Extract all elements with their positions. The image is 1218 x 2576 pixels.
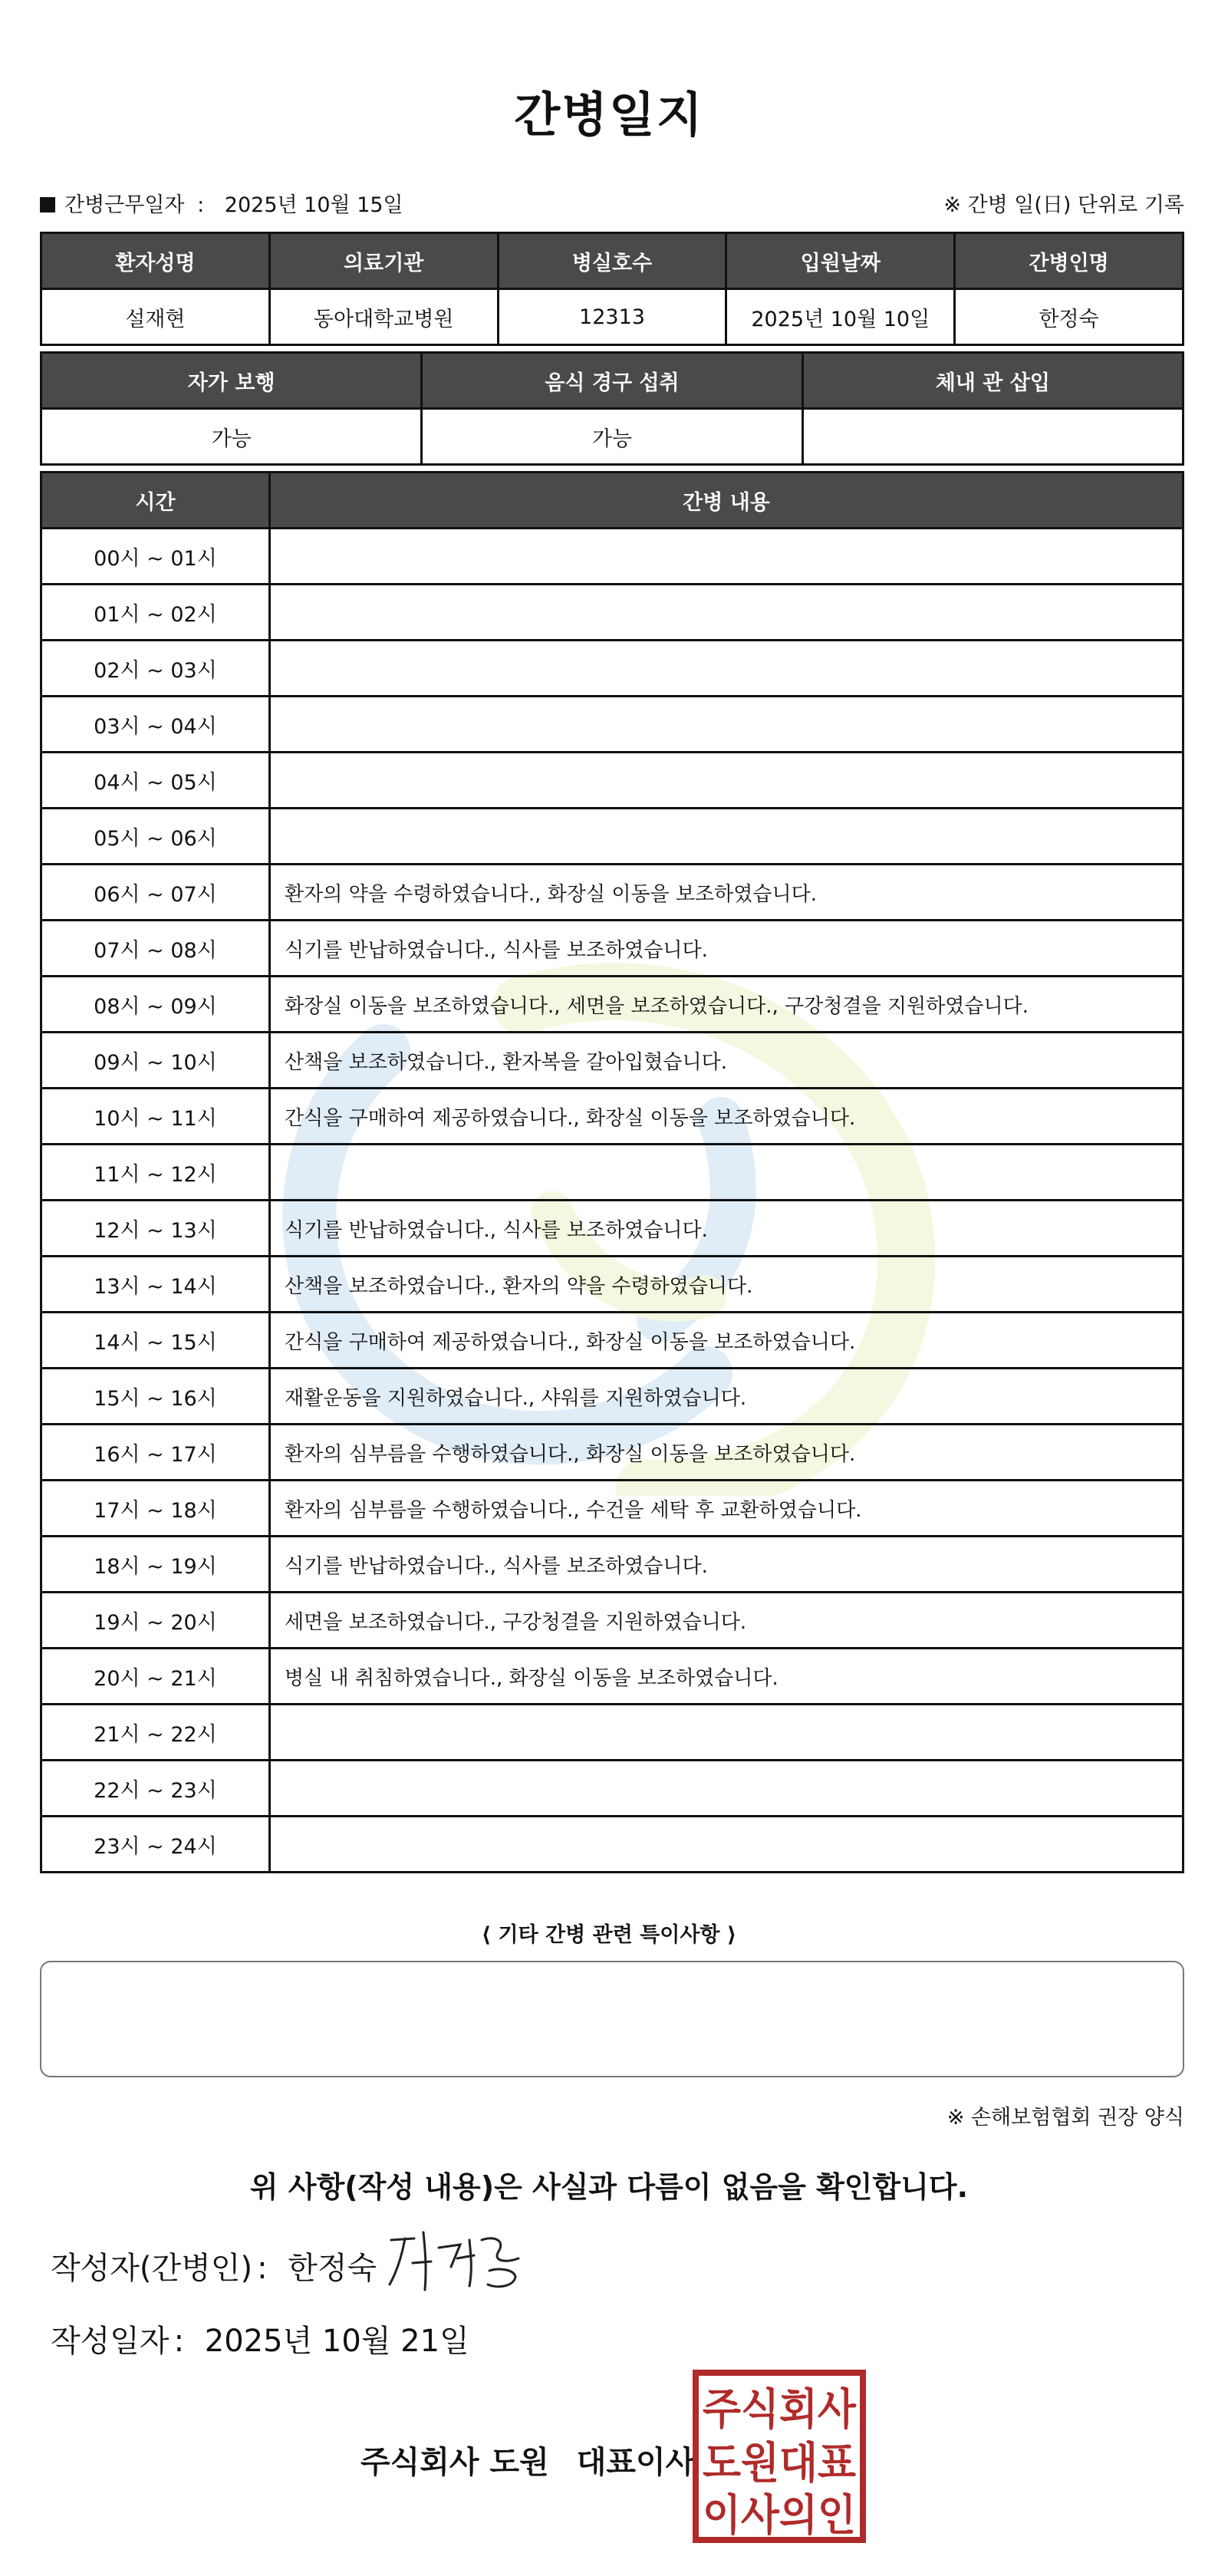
table-row bbox=[41, 809, 1183, 865]
time-slot: 21시 ~ 22시 bbox=[41, 1705, 270, 1761]
care-content bbox=[270, 641, 1183, 697]
patient-status-table bbox=[40, 351, 1184, 466]
company-line bbox=[360, 2438, 695, 2482]
time-slot: 19시 ~ 20시 bbox=[41, 1593, 270, 1649]
header-tube-insertion: 체내 관 삽입 bbox=[802, 353, 1183, 409]
header-walking: 자가 보행 bbox=[41, 353, 422, 409]
care-content: 화장실 이동을 보조하였습니다., 세면을 보조하였습니다., 구강청결을 지원하였습니다. bbox=[270, 977, 1183, 1033]
square-bullet-icon bbox=[40, 197, 55, 212]
time-slot: 08시 ~ 09시 bbox=[41, 977, 270, 1033]
time-slot: 20시 ~ 21시 bbox=[41, 1649, 270, 1705]
table-row bbox=[41, 1369, 1183, 1425]
time-slot: 13시 ~ 14시 bbox=[41, 1257, 270, 1313]
patient-status-header-row bbox=[41, 353, 1183, 409]
table-row bbox=[41, 1033, 1183, 1089]
patient-info-table bbox=[40, 232, 1184, 346]
table-row bbox=[41, 641, 1183, 697]
time-slot: 00시 ~ 01시 bbox=[41, 529, 270, 585]
company-name: 주식회사 도원 bbox=[360, 2445, 549, 2480]
company-seal-stamp bbox=[692, 2369, 867, 2544]
care-content bbox=[270, 753, 1183, 809]
care-content bbox=[270, 809, 1183, 865]
time-slot: 01시 ~ 02시 bbox=[41, 585, 270, 641]
time-slot: 04시 ~ 05시 bbox=[41, 753, 270, 809]
special-notes-title: ⟨ 기타 간병 관련 특이사항 ⟩ bbox=[481, 1923, 737, 1947]
table-row bbox=[41, 1537, 1183, 1593]
care-content: 산책을 보조하였습니다., 환자복을 갈아입혔습니다. bbox=[270, 1033, 1183, 1089]
handwritten-signature bbox=[384, 2225, 529, 2294]
patient-info-value-row bbox=[41, 289, 1183, 345]
oral-intake-value: 가능 bbox=[422, 409, 802, 465]
care-content: 간식을 구매하여 제공하였습니다., 화장실 이동을 보조하였습니다. bbox=[270, 1089, 1183, 1145]
table-row bbox=[41, 1425, 1183, 1481]
table-row bbox=[41, 1313, 1183, 1369]
time-slot: 12시 ~ 13시 bbox=[41, 1201, 270, 1257]
svg-text:도원대표: 도원대표 bbox=[703, 2439, 856, 2489]
hospital-name: 동아대학교병원 bbox=[269, 289, 498, 345]
table-row bbox=[41, 865, 1183, 921]
walking-value: 가능 bbox=[41, 409, 422, 465]
header-patient-name: 환자성명 bbox=[41, 233, 270, 289]
care-content: 식기를 반납하였습니다., 식사를 보조하였습니다. bbox=[270, 921, 1183, 977]
patient-status-value-row bbox=[41, 409, 1183, 465]
work-date-label: 간병근무일자 bbox=[64, 193, 185, 217]
care-content bbox=[270, 1705, 1183, 1761]
care-content: 식기를 반납하였습니다., 식사를 보조하였습니다. bbox=[270, 1537, 1183, 1593]
company-role: 대표이사 bbox=[576, 2445, 696, 2480]
header-admission-date: 입원날짜 bbox=[726, 233, 955, 289]
table-row bbox=[41, 1817, 1183, 1873]
confirmation-statement: 위 사항(작성 내용)은 사실과 다름이 없음을 확인합니다. bbox=[249, 2170, 969, 2204]
time-slot: 16시 ~ 17시 bbox=[41, 1425, 270, 1481]
writer-name: 한정숙 bbox=[288, 2251, 377, 2286]
table-row bbox=[41, 1481, 1183, 1537]
writer-colon: : bbox=[257, 2251, 268, 2286]
time-slot: 07시 ~ 08시 bbox=[41, 921, 270, 977]
patient-name: 설재현 bbox=[41, 289, 270, 345]
time-slot: 11시 ~ 12시 bbox=[41, 1145, 270, 1201]
table-row bbox=[41, 1593, 1183, 1649]
care-content: 병실 내 취침하였습니다., 화장실 이동을 보조하였습니다. bbox=[270, 1649, 1183, 1705]
care-content bbox=[270, 1817, 1183, 1873]
care-content: 환자의 심부름을 수행하였습니다., 수건을 세탁 후 교환하였습니다. bbox=[270, 1481, 1183, 1537]
care-content: 세면을 보조하였습니다., 구강청결을 지원하였습니다. bbox=[270, 1593, 1183, 1649]
header-care-content: 간병 내용 bbox=[270, 473, 1183, 529]
admission-date: 2025년 10월 10일 bbox=[726, 289, 955, 345]
time-slot: 17시 ~ 18시 bbox=[41, 1481, 270, 1537]
table-row bbox=[41, 1257, 1183, 1313]
table-row bbox=[41, 977, 1183, 1033]
care-content: 환자의 심부름을 수행하였습니다., 화장실 이동을 보조하였습니다. bbox=[270, 1425, 1183, 1481]
table-row bbox=[41, 921, 1183, 977]
time-slot: 02시 ~ 03시 bbox=[41, 641, 270, 697]
patient-info-header-row bbox=[41, 233, 1183, 289]
time-slot: 05시 ~ 06시 bbox=[41, 809, 270, 865]
time-slot: 06시 ~ 07시 bbox=[41, 865, 270, 921]
form-source-note: ※ 손해보험협회 권장 양식 bbox=[946, 2106, 1184, 2130]
time-slot: 10시 ~ 11시 bbox=[41, 1089, 270, 1145]
table-row bbox=[41, 1145, 1183, 1201]
time-slot: 09시 ~ 10시 bbox=[41, 1033, 270, 1089]
header-oral-intake: 음식 경구 섭취 bbox=[422, 353, 802, 409]
svg-text:이사의인: 이사의인 bbox=[703, 2491, 856, 2541]
table-row bbox=[41, 1089, 1183, 1145]
svg-text:주식회사: 주식회사 bbox=[703, 2385, 857, 2435]
time-slot: 15시 ~ 16시 bbox=[41, 1369, 270, 1425]
care-content: 산책을 보조하였습니다., 환자의 약을 수령하였습니다. bbox=[270, 1257, 1183, 1313]
table-row bbox=[41, 1705, 1183, 1761]
work-date bbox=[40, 188, 403, 218]
header-hospital: 의료기관 bbox=[269, 233, 498, 289]
table-row bbox=[41, 529, 1183, 585]
time-slot: 14시 ~ 15시 bbox=[41, 1313, 270, 1369]
time-slot: 23시 ~ 24시 bbox=[41, 1817, 270, 1873]
written-date-value: 2025년 10월 21일 bbox=[204, 2324, 469, 2359]
table-row bbox=[41, 1201, 1183, 1257]
tube-insertion-value bbox=[802, 409, 1183, 465]
writer-label: 작성자(간병인) bbox=[51, 2251, 253, 2286]
caregiver-name: 한정숙 bbox=[955, 289, 1183, 345]
header-room-number: 병실호수 bbox=[498, 233, 726, 289]
document-title: 간병일지 bbox=[514, 87, 704, 143]
header-time: 시간 bbox=[41, 473, 270, 529]
table-row bbox=[41, 1649, 1183, 1705]
work-date-value: 2025년 10월 15일 bbox=[224, 193, 403, 217]
care-content: 재활운동을 지원하였습니다., 샤워를 지원하였습니다. bbox=[270, 1369, 1183, 1425]
care-content bbox=[270, 697, 1183, 753]
care-content: 환자의 약을 수령하였습니다., 화장실 이동을 보조하였습니다. bbox=[270, 865, 1183, 921]
care-content bbox=[270, 1761, 1183, 1817]
care-content: 식기를 반납하였습니다., 식사를 보조하였습니다. bbox=[270, 1201, 1183, 1257]
table-row bbox=[41, 753, 1183, 809]
care-log-header-row bbox=[41, 473, 1183, 529]
written-date-colon: : bbox=[173, 2324, 185, 2359]
special-notes-box bbox=[40, 1961, 1184, 2077]
table-row bbox=[41, 1761, 1183, 1817]
written-date-label: 작성일자 bbox=[51, 2324, 170, 2359]
work-date-colon: : bbox=[197, 193, 205, 217]
table-row bbox=[41, 585, 1183, 641]
header-caregiver-name: 간병인명 bbox=[955, 233, 1183, 289]
care-content bbox=[270, 529, 1183, 585]
time-slot: 18시 ~ 19시 bbox=[41, 1537, 270, 1593]
time-slot: 03시 ~ 04시 bbox=[41, 697, 270, 753]
care-content bbox=[270, 585, 1183, 641]
room-number: 12313 bbox=[498, 289, 726, 345]
time-slot: 22시 ~ 23시 bbox=[41, 1761, 270, 1817]
writer-line bbox=[51, 2244, 377, 2288]
written-date-line bbox=[51, 2317, 469, 2360]
table-row bbox=[41, 697, 1183, 753]
care-content: 간식을 구매하여 제공하였습니다., 화장실 이동을 보조하였습니다. bbox=[270, 1313, 1183, 1369]
care-log-table bbox=[40, 471, 1184, 1873]
record-note: ※ 간병 일(日) 단위로 기록 bbox=[943, 193, 1184, 217]
care-content bbox=[270, 1145, 1183, 1201]
